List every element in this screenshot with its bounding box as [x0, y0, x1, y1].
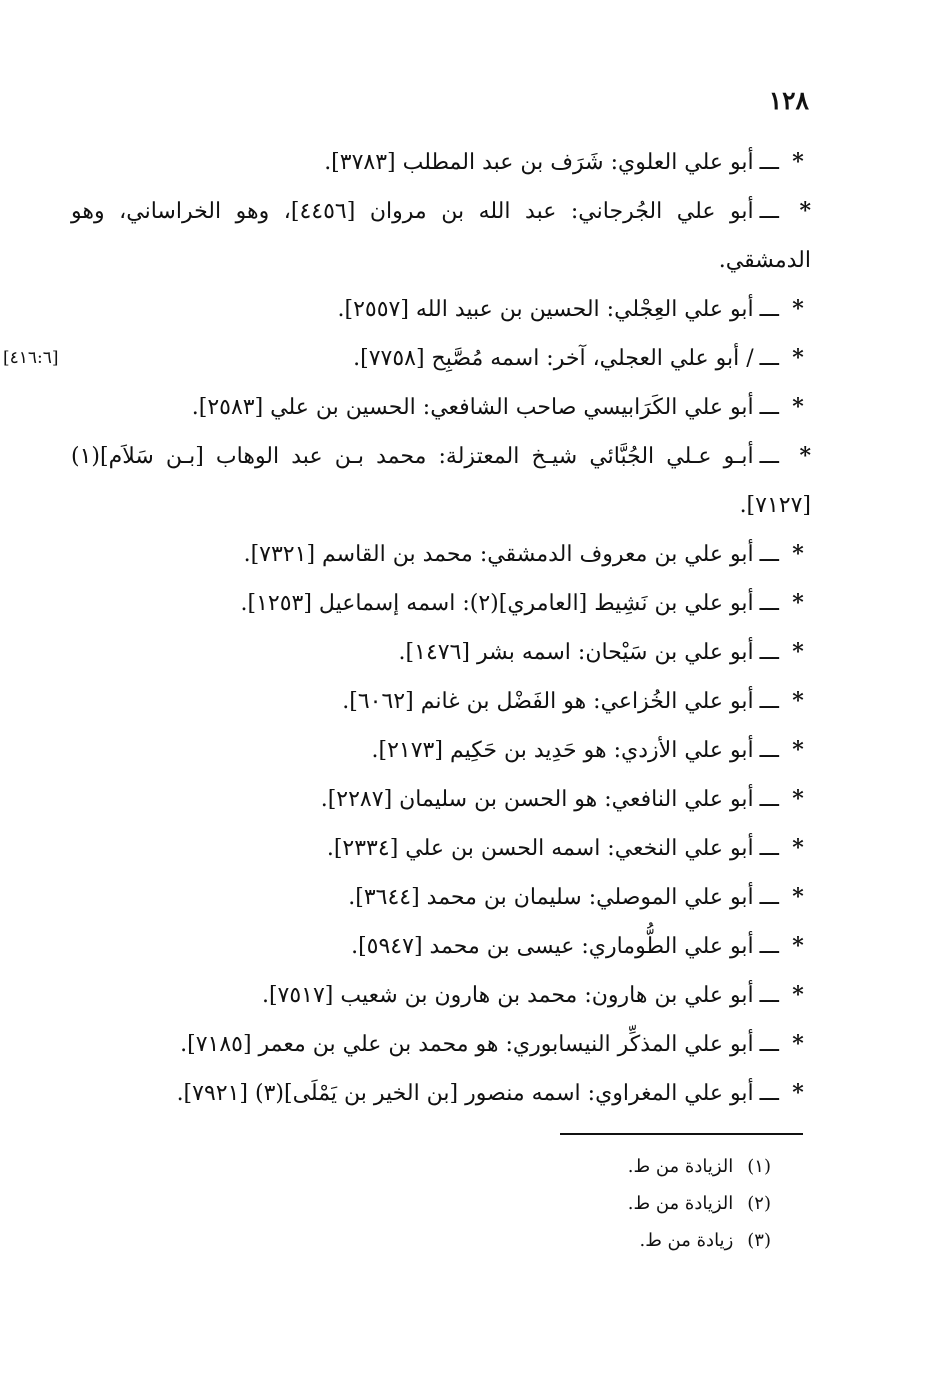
entry-text: أبو علي بن سَيْحان: اسمه بشر [١٤٧٦]. — [398, 640, 754, 665]
page-number: ١٢٨ — [768, 86, 809, 115]
list-item — [71, 775, 811, 824]
footnote — [628, 1222, 771, 1259]
dash-separator: ـــ — [759, 934, 779, 959]
list-item — [71, 383, 811, 432]
entry-text: أبو علي بن نَشِيط [العامري](٢): اسمه إسماعيل [١٢٥٣]. — [240, 591, 754, 616]
asterisk-icon: * — [792, 1080, 804, 1106]
entry-text: أبو علي الموصلي: سليمان بن محمد [٣٦٤٤]. — [348, 885, 754, 910]
dash-separator: ـــ — [759, 542, 779, 567]
list-item — [71, 579, 811, 628]
dash-separator: ـــ — [759, 885, 779, 910]
asterisk-icon: * — [792, 590, 804, 616]
entry-list — [3, 138, 811, 1118]
footnote-text: الزيادة من ط. — [627, 1156, 734, 1177]
entry-text: أبو علي بن معروف الدمشقي: محمد بن القاسم [٧٣٢١]. — [243, 542, 754, 567]
entry-text: أبو علي النافعي: هو الحسن بن سليمان [٢٢٨٧]. — [320, 787, 754, 812]
asterisk-icon: * — [792, 345, 804, 371]
asterisk-icon: * — [799, 443, 811, 469]
list-item — [71, 677, 811, 726]
entry-text: أبو علي المذكِّر النيسابوري: هو محمد بن علي بن معمر [٧١٨٥]. — [180, 1032, 754, 1057]
asterisk-icon: * — [792, 786, 804, 812]
dash-separator: ـــ — [759, 199, 779, 224]
entry-text: أبو علي الخُزاعي: هو الفَضْل بن غانم [٦٠٦٢]. — [342, 689, 754, 714]
list-item — [71, 187, 811, 285]
asterisk-icon: * — [792, 394, 804, 420]
list-item — [71, 1069, 811, 1118]
dash-separator: ـــ — [759, 640, 779, 665]
entry-text: أبو علي المغراوي: اسمه منصور [بن الخير بن يَمْلَى](٣) [٧٩٢١]. — [176, 1081, 754, 1106]
asterisk-icon: * — [792, 639, 804, 665]
dash-separator: ـــ — [759, 836, 779, 861]
footnote — [628, 1148, 771, 1185]
asterisk-icon: * — [792, 688, 804, 714]
list-item — [71, 922, 811, 971]
marginal-reference: [٤١٦:٦] — [3, 348, 59, 368]
list-item — [71, 726, 811, 775]
list-item — [71, 971, 811, 1020]
asterisk-icon: * — [792, 296, 804, 322]
list-item — [71, 628, 811, 677]
entry-text: / أبو علي العجلي، آخر: اسمه مُصَّبِح [٧٧٥٨]. — [353, 346, 754, 371]
asterisk-icon: * — [799, 198, 811, 224]
footnote — [628, 1185, 771, 1222]
dash-separator: ـــ — [759, 1032, 779, 1057]
asterisk-icon: * — [792, 982, 804, 1008]
entry-text: أبو علي الكَرَابيسي صاحب الشافعي: الحسين بن علي [٢٥٨٣]. — [191, 395, 754, 420]
list-item — [71, 1020, 811, 1069]
asterisk-icon: * — [792, 149, 804, 175]
entry-text: أبو علي الأزدي: هو حَدِيد بن حَكِيم [٢١٧٣]. — [371, 738, 754, 763]
asterisk-icon: * — [792, 1031, 804, 1057]
dash-separator: ـــ — [759, 591, 779, 616]
footnotes — [628, 1148, 771, 1259]
asterisk-icon: * — [792, 541, 804, 567]
list-item — [3, 334, 811, 383]
dash-separator: ـــ — [759, 150, 779, 175]
dash-separator: ـــ — [759, 444, 779, 469]
dash-separator: ـــ — [759, 787, 779, 812]
asterisk-icon: * — [792, 933, 804, 959]
asterisk-icon: * — [792, 737, 804, 763]
entry-text: أبو علي العِجْلي: الحسين بن عبيد الله [٢٥٥٧]. — [337, 297, 754, 322]
entry-text: أبو علي بن هارون: محمد بن هارون بن شعيب [٧٥١٧]. — [261, 983, 754, 1008]
footnote-number: (١) — [747, 1156, 771, 1177]
list-item — [71, 432, 811, 530]
footnote-number: (٣) — [747, 1230, 771, 1251]
dash-separator: ـــ — [759, 297, 779, 322]
asterisk-icon: * — [792, 884, 804, 910]
list-item — [71, 530, 811, 579]
list-item — [71, 824, 811, 873]
dash-separator: ـــ — [759, 738, 779, 763]
list-item — [71, 873, 811, 922]
list-item — [71, 285, 811, 334]
entry-text: أبـو عـلي الجُبَّائي شيـخ المعتزلة: محمد بـن عبد الوهاب [بـن سَلاَم](١) [٧١٢٧]. — [71, 444, 811, 518]
dash-separator: ـــ — [759, 983, 779, 1008]
entry-text: أبو علي العلوي: شَرَف بن عبد المطلب [٣٧٨٣]. — [324, 150, 754, 175]
footnote-text: زيادة من ط. — [639, 1230, 734, 1251]
dash-separator: ـــ — [759, 689, 779, 714]
entry-text: أبو علي الجُرجاني: عبد الله بن مروان [٤٤٥٦]، وهو الخراساني، وهو الدمشقي. — [71, 199, 811, 273]
entry-text: أبو علي الطُّوماري: عيسى بن محمد [٥٩٤٧]. — [351, 934, 754, 959]
footnote-number: (٢) — [747, 1193, 771, 1214]
footnote-text: الزيادة من ط. — [627, 1193, 734, 1214]
footnote-divider — [560, 1133, 803, 1135]
list-item — [71, 138, 811, 187]
entry-text: أبو علي النخعي: اسمه الحسن بن علي [٢٣٣٤]. — [326, 836, 754, 861]
dash-separator: ـــ — [759, 346, 779, 371]
dash-separator: ـــ — [759, 395, 779, 420]
asterisk-icon: * — [792, 835, 804, 861]
dash-separator: ـــ — [759, 1081, 779, 1106]
